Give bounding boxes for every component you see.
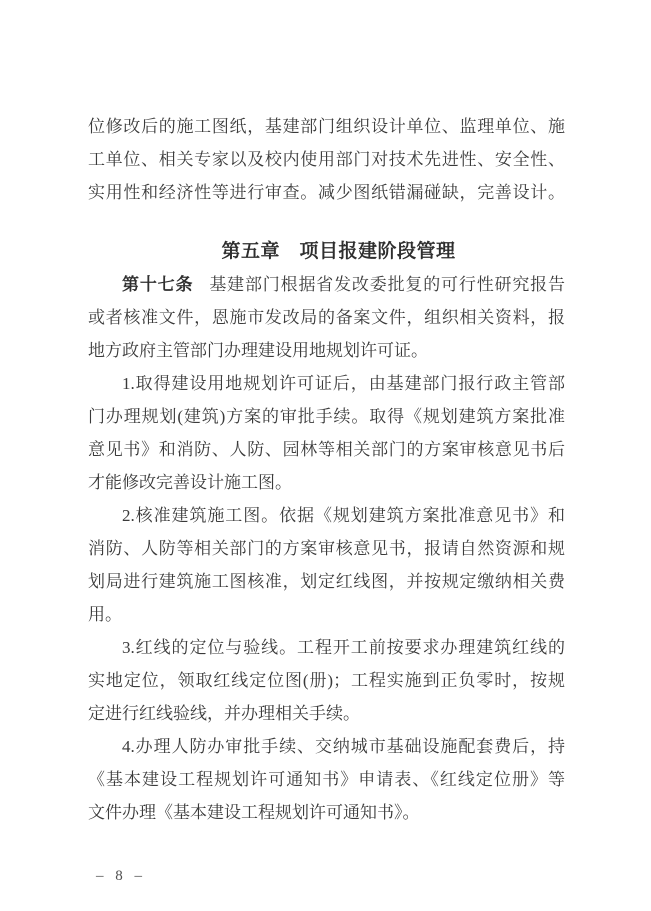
text-line: 门办理规划(建筑)方案的审批手续。取得《规划建筑方案批准 (88, 407, 565, 426)
page-number: – 8 – (96, 868, 146, 884)
text-line: 《基本建设工程规划许可通知书》申请表、《红线定位册》等 (88, 770, 565, 789)
text-line: 划局进行建筑施工图核准，划定红线图，并按规定缴纳相关费 (88, 572, 565, 591)
text-line (88, 268, 565, 301)
paragraph-item-1 (88, 367, 565, 499)
text-line: 地方政府主管部门办理建设用地规划许可证。 (88, 341, 428, 360)
text-line: 消防、人防等相关部门的方案审核意见书，报请自然资源和规 (88, 539, 565, 558)
text-line: 意见书》和消防、人防、园林等相关部门的方案审核意见书后 (88, 440, 565, 459)
paragraph-article-17 (88, 268, 565, 367)
paragraph-item-3 (88, 631, 565, 730)
text-line: 1.取得建设用地规划许可证后，由基建部门报行政主管部 (122, 374, 565, 393)
text-line: 或者核准文件，恩施市发改局的备案文件，组织相关资料，报 (88, 308, 565, 327)
chapter-heading: 第五章 项目报建阶段管理 (221, 241, 456, 262)
paragraph-item-2 (88, 499, 565, 631)
document-body (88, 110, 565, 829)
text-line: 文件办理《基本建设工程规划许可通知书》。 (88, 803, 420, 822)
text-line: 4.办理人防办审批手续、交纳城市基础设施配套费后，持 (122, 737, 565, 756)
text-line: 实地定位，领取红线定位图(册)；工程实施到正负零时，按规 (88, 671, 565, 690)
text-line: 3.红线的定位与验线。工程开工前按要求办理建筑红线的 (122, 638, 565, 657)
text-line: 位修改后的施工图纸，基建部门组织设计单位、监理单位、施 (88, 117, 565, 136)
text-line: 用。 (88, 605, 122, 624)
paragraph-intro (88, 110, 565, 209)
text-line: 实用性和经济性等进行审查。减少图纸错漏碰缺，完善设计。 (88, 183, 565, 202)
text-line: 工单位、相关专家以及校内使用部门对技术先进性、安全性、 (88, 150, 565, 169)
paragraph-item-4 (88, 730, 565, 829)
text-line: 才能修改完善设计施工图。 (88, 473, 292, 492)
text-line: 2.核准建筑施工图。依据《规划建筑方案批准意见书》和 (122, 506, 565, 525)
article-opening-text: 基建部门根据省发改委批复的可行性研究报告 (209, 275, 565, 294)
text-line: 定进行红线验线，并办理相关手续。 (88, 704, 360, 723)
article-number: 第十七条 (122, 275, 194, 294)
